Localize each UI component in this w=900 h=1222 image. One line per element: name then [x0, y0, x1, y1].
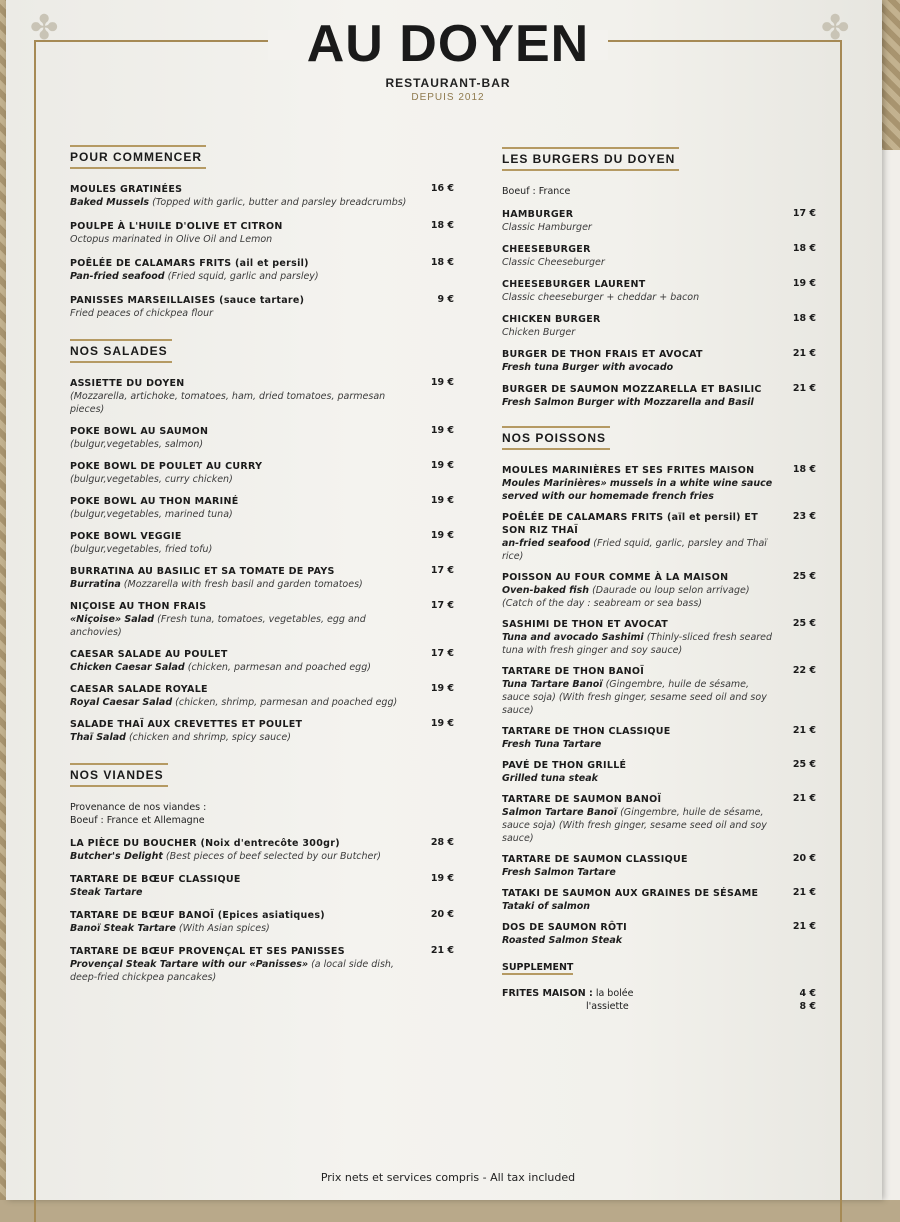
item-english-name: Tuna and avocado Sashimi: [502, 632, 644, 643]
item-name: POKE BOWL AU SAUMON: [70, 426, 209, 437]
right-column: [502, 147, 822, 1013]
item-name: TARTARE DE SAUMON CLASSIQUE: [502, 854, 688, 865]
menu-item: [502, 759, 822, 785]
item-description: [502, 584, 778, 610]
item-details: (bulgur,vegetables, salmon): [70, 439, 204, 450]
item-english-name: Thaï Salad: [70, 732, 126, 743]
item-name: POKE BOWL DE POULET AU CURRY: [70, 461, 263, 472]
item-details: (Thinly-sliced fresh seared tuna with fresh ginger and soy sauce): [502, 632, 773, 656]
item-details: (chicken, shrimp, parmesan and poached egg): [172, 697, 398, 708]
item-name: BURGER DE THON FRAIS ET AVOCAT: [502, 349, 703, 360]
item-description: [502, 537, 778, 563]
item-english-name: «Niçoise» Salad: [70, 614, 155, 625]
item-price: 21 €: [792, 383, 816, 394]
item-price: 19 €: [430, 460, 454, 471]
item-name: POÊLÉE DE CALAMARS FRITS (ail et persil): [70, 258, 309, 269]
item-name: TARTARE DE BŒUF BANOÏ (Epices asiatiques): [70, 910, 325, 921]
item-description: [70, 578, 416, 591]
item-details: Classic Hamburger: [502, 222, 592, 233]
item-price: 21 €: [792, 725, 816, 736]
item-description: [70, 196, 416, 209]
item-description: [502, 934, 778, 947]
item-price: 9 €: [437, 294, 454, 305]
item-price: 22 €: [792, 665, 816, 676]
item-price: 19 €: [792, 278, 816, 289]
item-price: 18 €: [430, 220, 454, 231]
item-english-name: Burratina: [70, 579, 121, 590]
item-price: 16 €: [430, 183, 454, 194]
section-viandes: [70, 837, 460, 984]
item-name: TARTARE DE THON BANOÏ: [502, 666, 645, 677]
item-name: TARTARE DE BŒUF CLASSIQUE: [70, 874, 241, 885]
item-description: [502, 631, 778, 657]
item-description: [502, 256, 778, 269]
item-english-name: Pan-fried seafood: [70, 271, 165, 282]
item-price: 21 €: [792, 348, 816, 359]
menu-item: [70, 530, 460, 556]
item-price: 18 €: [792, 243, 816, 254]
item-english-name: Fresh Salmon Tartare: [502, 867, 616, 878]
section-title: LES BURGERS DU DOYEN: [502, 147, 679, 171]
item-description: [70, 922, 416, 935]
item-description: [70, 438, 416, 451]
item-english-name: Chicken Caesar Salad: [70, 662, 185, 673]
item-description: [70, 543, 416, 556]
item-name: CHEESEBURGER LAURENT: [502, 279, 646, 290]
item-name: DOS DE SAUMON RÔTI: [502, 922, 628, 933]
item-english-name: Baked Mussels: [70, 197, 150, 208]
menu-item: [502, 511, 822, 563]
menu-item: [502, 464, 822, 503]
item-price: 18 €: [430, 257, 454, 268]
item-name: MOULES GRATINÉES: [70, 184, 183, 195]
item-description: [502, 477, 778, 503]
menu-item: [70, 377, 460, 416]
menu-item: [70, 495, 460, 521]
footer-note: Prix nets et services compris - All tax included: [320, 1171, 576, 1184]
menu-item: [502, 665, 822, 717]
item-name: CHEESEBURGER: [502, 244, 591, 255]
item-name: POULPE À L'HUILE D'OLIVE ET CITRON: [70, 221, 283, 232]
section-title: NOS POISSONS: [502, 426, 610, 450]
item-details: (chicken, parmesan and poached egg): [184, 662, 371, 673]
menu-item: [70, 220, 460, 246]
item-price: 18 €: [792, 313, 816, 324]
item-price: 21 €: [792, 793, 816, 804]
item-name: POÊLÉE DE CALAMARS FRITS (aïl et persil) ET SON RIZ THAÏ: [502, 512, 758, 536]
item-english-name: Fresh Salmon Burger with Mozzarella and Basil: [502, 397, 754, 408]
item-name: BURRATINA AU BASILIC ET SA TOMATE DE PAYS: [70, 566, 335, 577]
item-details: (Fried squid, garlic and parsley): [164, 271, 319, 282]
item-price: 25 €: [792, 571, 816, 582]
item-description: [70, 613, 416, 639]
item-name: MOULES MARINIÈRES ET SES FRITES MAISON: [502, 465, 755, 476]
item-description: [70, 390, 416, 416]
item-description: [502, 326, 778, 339]
section-title: POUR COMMENCER: [70, 145, 206, 169]
note-line: Provenance de nos viandes :: [70, 802, 207, 813]
menu-item: [70, 183, 460, 209]
menu-item: [502, 853, 822, 879]
menu-item: [70, 425, 460, 451]
item-name: NIÇOISE AU THON FRAIS: [70, 601, 207, 612]
item-description: [502, 221, 778, 234]
item-english-name: Grilled tuna steak: [502, 773, 598, 784]
supplement-name: FRITES MAISON :: [502, 988, 593, 999]
supplement-price: 8 €: [799, 1001, 816, 1012]
menu-item: [502, 278, 822, 304]
item-description: [70, 307, 416, 320]
item-name: PANISSES MARSEILLAISES (sauce tartare): [70, 295, 305, 306]
section-title: NOS VIANDES: [70, 763, 168, 787]
item-name: SASHIMI DE THON ET AVOCAT: [502, 619, 669, 630]
menu-item: [70, 600, 460, 639]
item-description: [70, 886, 416, 899]
supplement-option: la bolée: [595, 988, 634, 999]
item-details: (Mozzarella with fresh basil and garden tomatoes): [120, 579, 363, 590]
item-english-name: Butcher's Delight: [70, 851, 163, 862]
item-name: CHICKEN BURGER: [502, 314, 601, 325]
item-price: 19 €: [430, 530, 454, 541]
item-price: 23 €: [792, 511, 816, 522]
menu-item: [502, 887, 822, 913]
item-english-name: Oven-baked fish: [502, 585, 590, 596]
menu-item: [70, 718, 460, 744]
right-emblem-icon: ✤: [821, 8, 850, 48]
menu-item: [70, 648, 460, 674]
meat-origin-note: [70, 801, 460, 827]
item-details: (Best pieces of beef selected by our Butcher): [162, 851, 382, 862]
item-description: [70, 508, 416, 521]
item-name: LA PIÈCE DU BOUCHER (Noix d'entrecôte 300gr): [70, 838, 340, 849]
menu-item: [70, 873, 460, 899]
item-english-name: Fresh Tuna Tartare: [502, 739, 602, 750]
item-price: 17 €: [430, 648, 454, 659]
item-description: [502, 900, 778, 913]
menu-item: [502, 571, 822, 610]
item-name: PAVÉ DE THON GRILLÉ: [502, 760, 627, 771]
left-column: [70, 145, 460, 994]
item-name: ASSIETTE DU DOYEN: [70, 378, 185, 389]
menu-item: [502, 921, 822, 947]
subtitle: RESTAURANT-BAR: [385, 76, 511, 90]
item-english-name: Roasted Salmon Steak: [502, 935, 623, 946]
section-salades: [70, 377, 460, 744]
item-english-name: an-fried seafood: [502, 538, 591, 549]
section-burgers: [502, 208, 822, 409]
item-name: CAESAR SALADE ROYALE: [70, 684, 208, 695]
menu-item: [70, 460, 460, 486]
item-description: [70, 696, 416, 709]
item-price: 25 €: [792, 759, 816, 770]
item-price: 17 €: [430, 600, 454, 611]
logo: AU DOYEN: [306, 15, 590, 73]
item-price: 21 €: [430, 945, 454, 956]
item-details: (Mozzarella, artichoke, tomatoes, ham, dried tomatoes, parmesan pieces): [70, 391, 386, 415]
item-details: (Gingembre, huile de sésame, sauce soja) (With fresh ginger, sesame seed oil and soy sauce): [502, 807, 767, 844]
item-name: TARTARE DE BŒUF PROVENÇAL ET SES PANISSES: [70, 946, 345, 957]
item-description: [502, 396, 778, 409]
supplement-item: [502, 987, 822, 1013]
item-name: POISSON AU FOUR COMME À LA MAISON: [502, 572, 729, 583]
item-name: POKE BOWL VEGGIE: [70, 531, 182, 542]
item-details: (chicken and shrimp, spicy sauce): [125, 732, 291, 743]
item-details: (a local side dish, deep-fried chickpea pancakes): [70, 959, 394, 983]
item-details: (bulgur,vegetables, marined tuna): [70, 509, 233, 520]
item-english-name: Tataki of salmon: [502, 901, 591, 912]
item-description: [70, 270, 416, 283]
item-details: (Fried squid, garlic, parsley and Thaï rice): [502, 538, 767, 562]
item-description: [70, 731, 416, 744]
item-english-name: Royal Caesar Salad: [70, 697, 173, 708]
menu-item: [502, 383, 822, 409]
item-price: 19 €: [430, 683, 454, 694]
menu-item: [502, 313, 822, 339]
item-name: TARTARE DE THON CLASSIQUE: [502, 726, 671, 737]
item-name: CAESAR SALADE AU POULET: [70, 649, 228, 660]
menu-paper: [6, 0, 882, 1200]
item-price: 17 €: [430, 565, 454, 576]
item-details: (With Asian spices): [175, 923, 270, 934]
item-details: (bulgur,vegetables, fried tofu): [70, 544, 213, 555]
item-english-name: Tuna Tartare Banoï: [502, 679, 603, 690]
item-details: (Daurade ou loup selon arrivage) (Catch of the day : seabream or sea bass): [502, 585, 750, 609]
menu-item: [70, 565, 460, 591]
item-english-name: Moules Marinières» mussels in a white wine sauce served with our homemade french fries: [502, 478, 773, 502]
menu-item: [70, 294, 460, 320]
item-details: (Topped with garlic, butter and parsley breadcrumbs): [149, 197, 407, 208]
item-price: 19 €: [430, 377, 454, 388]
item-details: (bulgur,vegetables, curry chicken): [70, 474, 233, 485]
menu-item: [502, 725, 822, 751]
item-price: 19 €: [430, 495, 454, 506]
menu-item: [502, 243, 822, 269]
item-description: [70, 850, 416, 863]
menu-item: [502, 348, 822, 374]
item-name: HAMBURGER: [502, 209, 574, 220]
section-commencer: [70, 183, 460, 320]
note-line: Boeuf : France et Allemagne: [70, 815, 205, 826]
item-price: 20 €: [430, 909, 454, 920]
item-description: [70, 473, 416, 486]
menu-item: [70, 683, 460, 709]
left-emblem-icon: ✤: [30, 8, 59, 48]
menu-item: [70, 837, 460, 863]
item-name: TATAKI DE SAUMON AUX GRAINES DE SÉSAME: [502, 888, 759, 899]
item-description: [502, 772, 778, 785]
item-description: [502, 361, 778, 374]
item-english-name: Fresh tuna Burger with avocado: [502, 362, 674, 373]
supplement-title: SUPPLEMENT: [502, 962, 574, 973]
item-price: 19 €: [430, 873, 454, 884]
item-name: BURGER DE SAUMON MOZZARELLA ET BASILIC: [502, 384, 762, 395]
item-english-name: Salmon Tartare Banoï: [502, 807, 618, 818]
item-price: 25 €: [792, 618, 816, 629]
menu-item: [70, 945, 460, 984]
item-name: SALADE THAÏ AUX CREVETTES ET POULET: [70, 719, 303, 730]
item-details: Classic Cheeseburger: [502, 257, 605, 268]
item-details: Chicken Burger: [502, 327, 576, 338]
item-details: Fried peaces of chickpea flour: [70, 308, 214, 319]
item-price: 19 €: [430, 425, 454, 436]
item-english-name: Banoï Steak Tartare: [70, 923, 176, 934]
menu-item: [70, 909, 460, 935]
since: DEPUIS 2012: [411, 92, 485, 103]
item-description: [70, 661, 416, 674]
supplement-price: 4 €: [799, 988, 816, 999]
menu-item: [502, 793, 822, 845]
item-description: [502, 866, 778, 879]
item-price: 21 €: [792, 887, 816, 898]
menu-item: [70, 257, 460, 283]
section-title: NOS SALADES: [70, 339, 172, 363]
item-details: (Fresh tuna, tomatoes, vegetables, egg and anchovies): [70, 614, 366, 638]
section-poissons: [502, 464, 822, 947]
menu-item: [502, 618, 822, 657]
item-details: Classic cheeseburger + cheddar + bacon: [502, 292, 700, 303]
item-name: POKE BOWL AU THON MARINÉ: [70, 496, 239, 507]
item-details: (Gingembre, huile de sésame, sauce soja) (With fresh ginger, sesame seed oil and soy sauce): [502, 679, 767, 716]
item-price: 20 €: [792, 853, 816, 864]
item-details: Octopus marinated in Olive Oil and Lemon: [70, 234, 273, 245]
item-description: [502, 806, 778, 845]
item-description: [70, 958, 416, 984]
item-description: [502, 738, 778, 751]
item-english-name: Provençal Steak Tartare with our «Panisses»: [70, 959, 309, 970]
item-price: 18 €: [792, 464, 816, 475]
item-name: TARTARE DE SAUMON BANOÏ: [502, 794, 662, 805]
item-description: [502, 678, 778, 717]
beef-origin-note: Boeuf : France: [502, 186, 571, 197]
item-price: 21 €: [792, 921, 816, 932]
menu-item: [502, 208, 822, 234]
item-description: [70, 233, 416, 246]
item-price: 28 €: [430, 837, 454, 848]
item-description: [502, 291, 778, 304]
item-english-name: Steak Tartare: [70, 887, 143, 898]
item-price: 19 €: [430, 718, 454, 729]
supplement-option: l'assiette: [586, 1001, 629, 1012]
item-price: 17 €: [792, 208, 816, 219]
